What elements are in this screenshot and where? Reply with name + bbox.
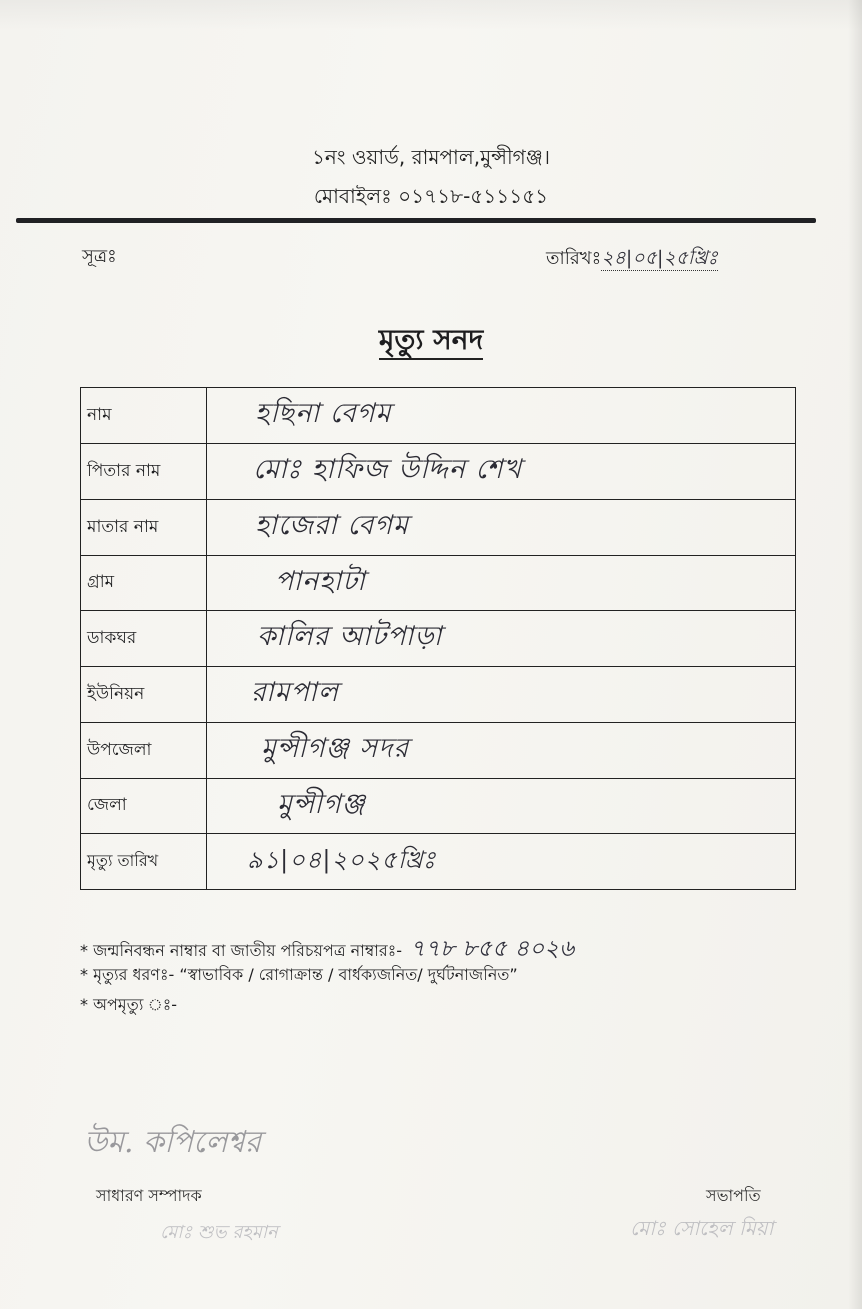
certificate-title-text: মৃত্যু সনদ	[379, 323, 483, 360]
secretary-stamp: মোঃ শুভ রহমান	[160, 1222, 278, 1243]
row-label: পিতার নাম	[81, 444, 207, 499]
row-value: মুন্সীগঞ্জ	[277, 788, 366, 820]
row-label: ইউনিয়ন	[81, 667, 207, 722]
date-value: ২৪|০৫|২৫খ্রিঃ	[601, 247, 718, 269]
row-value: ৯১|০৪|২০২৫খ্রিঃ	[247, 845, 437, 874]
row-value: মোঃ হাফিজ উদ্দিন শেখ	[253, 454, 523, 485]
nid-label: * জন্মনিবন্ধন নাম্বার বা জাতীয় পরিচয়পত্র নাম্বারঃ-	[80, 941, 403, 960]
secretary-signature: উম. কপিলেশ্বর	[84, 1125, 262, 1160]
table-row	[81, 611, 795, 667]
row-label: ডাকঘর	[81, 611, 207, 666]
row-label: নাম	[81, 388, 207, 443]
reference-label: সূত্রঃ	[82, 246, 117, 267]
row-label: গ্রাম	[81, 556, 207, 610]
scan-top-smudge	[0, 0, 862, 30]
row-value: হছিনা বেগম	[255, 398, 392, 429]
president-title: সভাপতি	[706, 1186, 761, 1205]
table-row	[81, 500, 795, 556]
row-value: কালির আটপাড়া	[257, 621, 443, 652]
table-row	[81, 834, 795, 889]
table-row	[81, 556, 795, 611]
row-value: পানহাটা	[275, 565, 366, 597]
table-row	[81, 779, 795, 834]
death-type-note: * মৃত্যুর ধরণঃ- “স্বাভাবিক / রোগাক্রান্ত / বার্ধক্যজনিত/ দুর্ঘটনাজনিত”	[80, 965, 518, 984]
table-row	[81, 667, 795, 723]
header-mobile: মোবাইলঃ ০১৭১৮-৫১১১৫১	[313, 184, 549, 208]
row-value: হাজেরা বেগম	[255, 510, 409, 541]
certificate-title	[0, 318, 862, 365]
president-stamp: মোঃ সোহেল মিয়া	[630, 1216, 774, 1240]
row-value: মুন্সীগঞ্জ সদর	[261, 733, 410, 764]
date-label: তারিখঃ	[546, 248, 602, 269]
row-label: মাতার নাম	[81, 500, 207, 555]
header-address: ১নং ওয়ার্ড, রামপাল,মুন্সীগঞ্জ।	[311, 145, 551, 169]
header-divider	[16, 218, 816, 223]
table-row	[81, 723, 795, 779]
unnatural-death-note: * অপমৃত্যু ঃ-	[80, 995, 178, 1014]
secretary-title: সাধারণ সম্পাদক	[96, 1186, 202, 1205]
table-row	[81, 444, 795, 500]
nid-value: ৭৭৮ ৮৫৫ ৪০২৬	[410, 936, 575, 962]
table-row	[81, 388, 795, 444]
row-value: রামপাল	[251, 677, 339, 708]
row-label: উপজেলা	[81, 723, 207, 778]
row-label: জেলা	[81, 779, 207, 833]
date-field	[546, 244, 718, 276]
row-label: মৃত্যু তারিখ	[81, 834, 207, 889]
record-table	[80, 387, 796, 890]
